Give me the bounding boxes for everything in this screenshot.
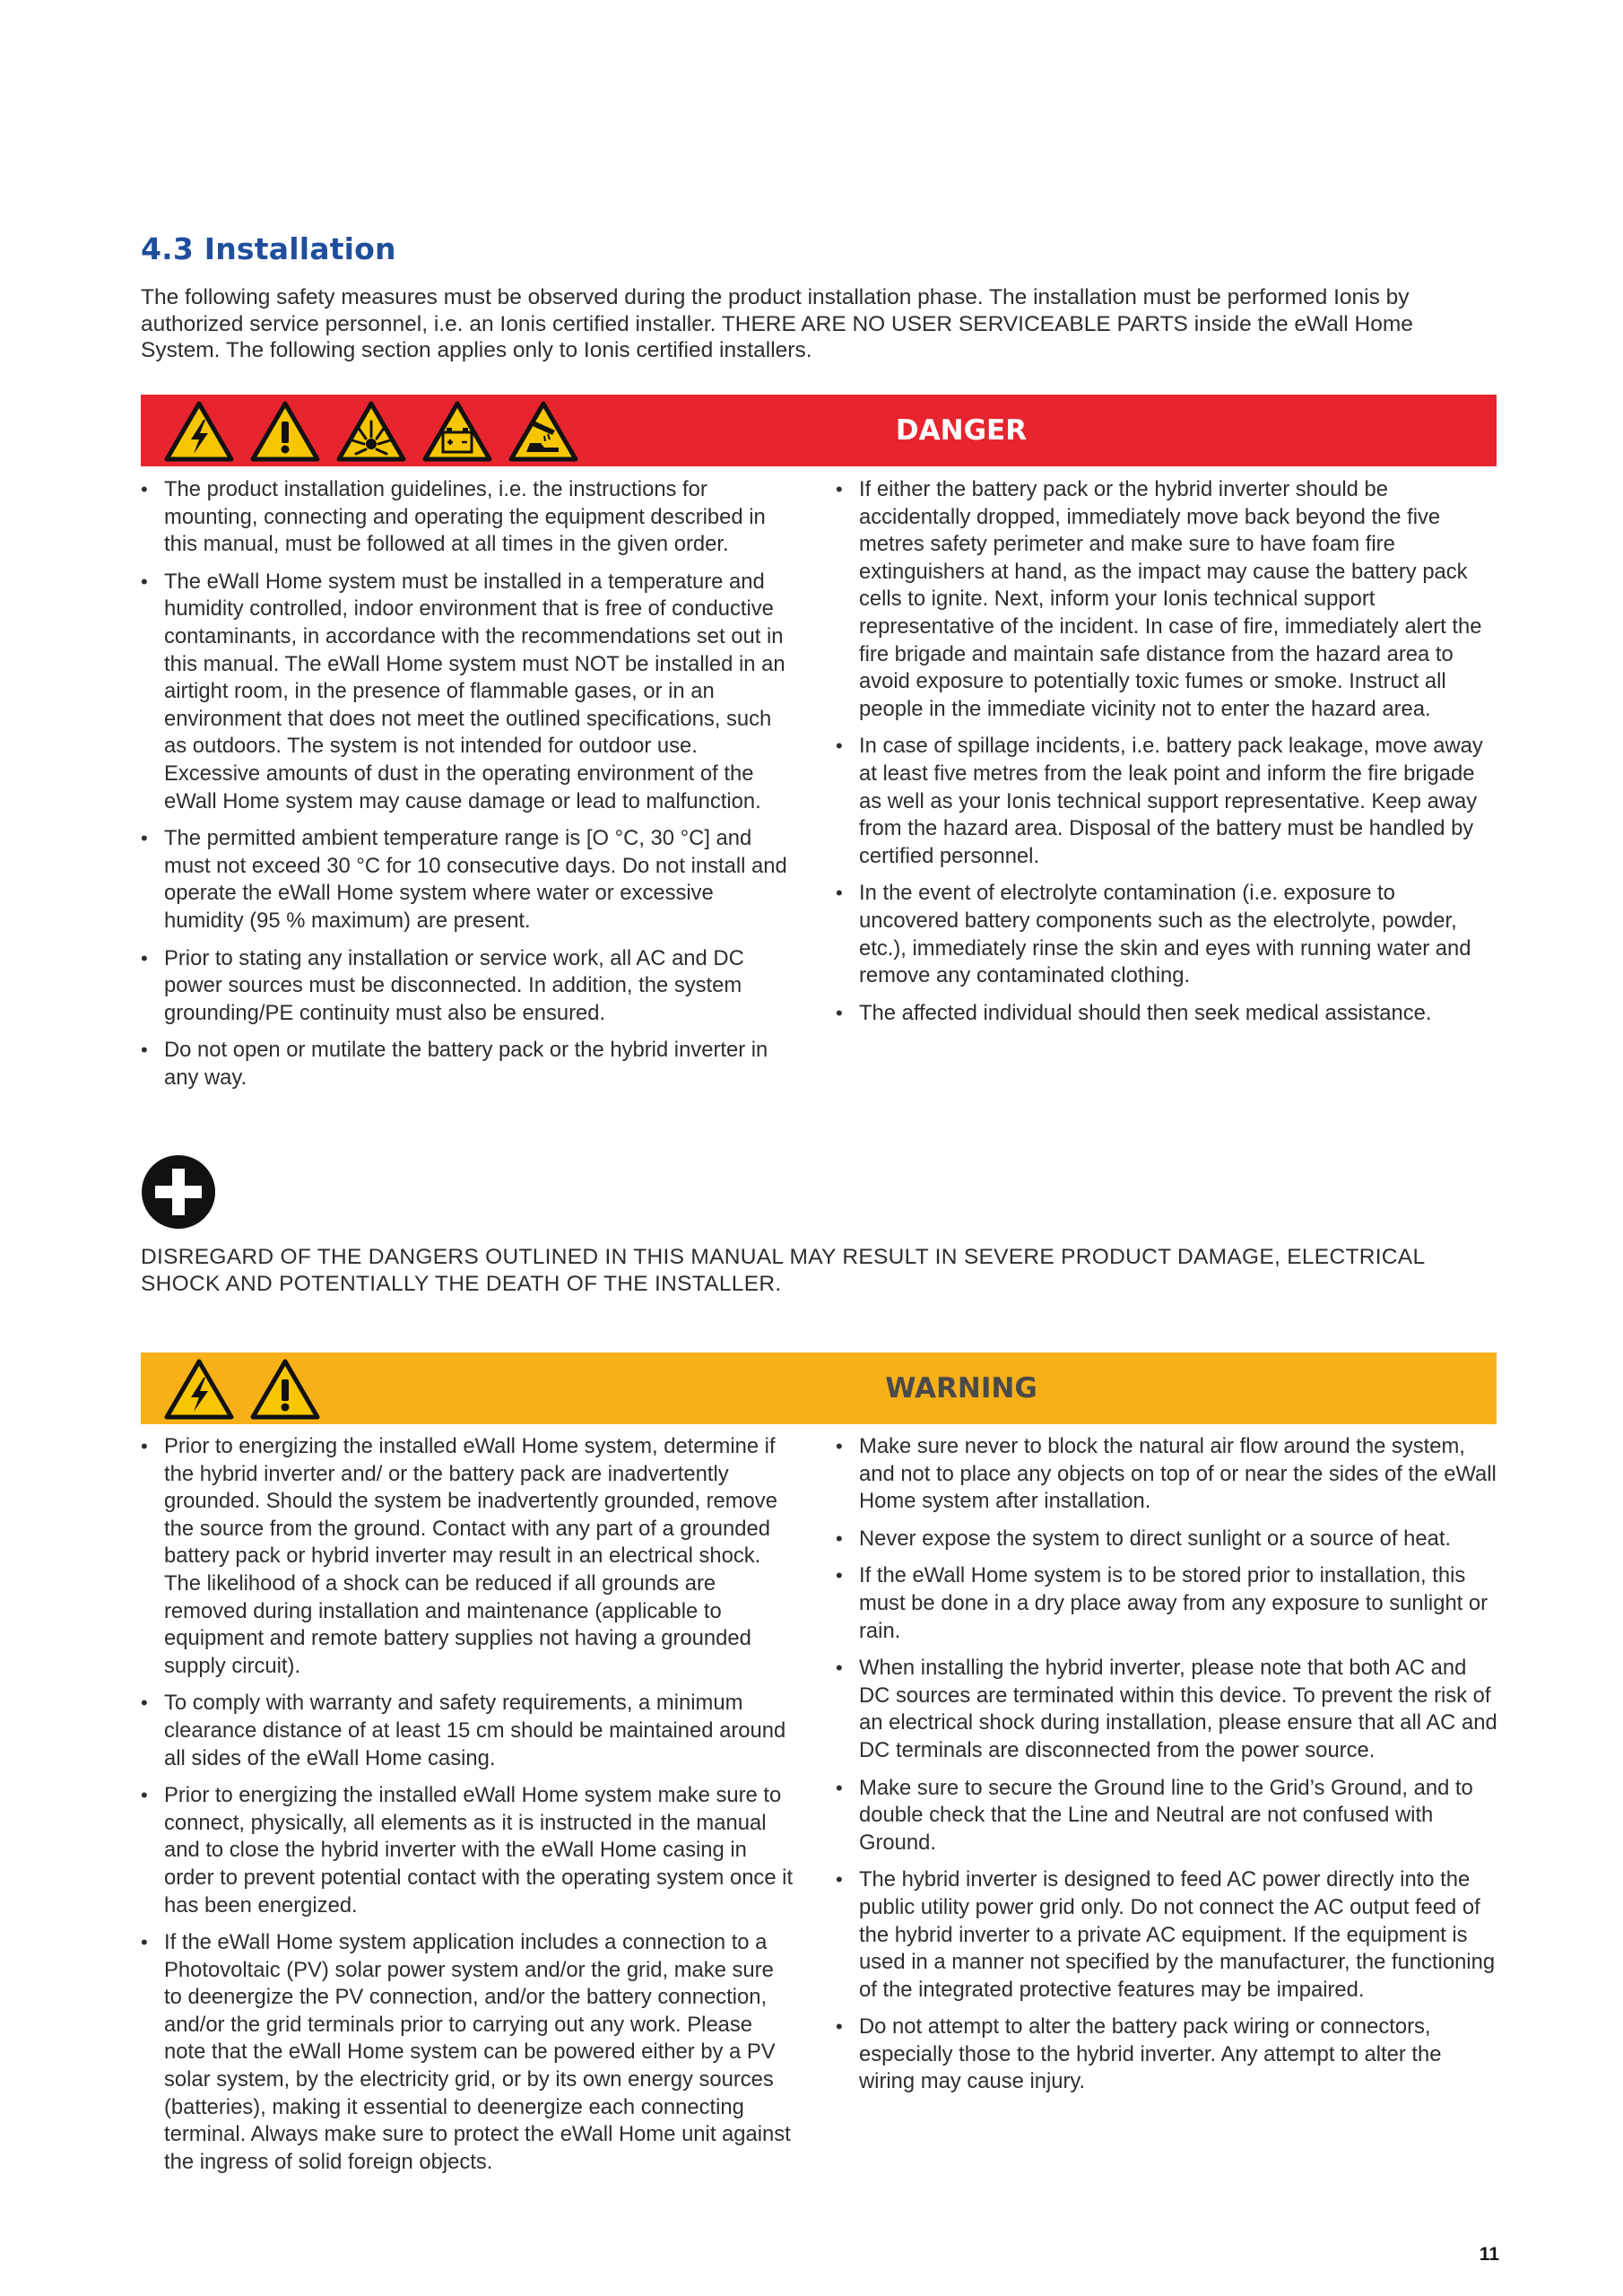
warning-list-right — [836, 1433, 1499, 2106]
disregard-notice: DISREGARD OF THE DANGERS OUTLINED IN THIS MANUAL MAY RESULT IN SEVERE PRODUCT DAMAGE, ELECTRICAL SHOCK AND POTENTIALLY THE DEATH OF THE INSTALLER. — [141, 1245, 1425, 1296]
general-warning-icon — [250, 1358, 320, 1421]
list-item: • Never expose the system to direct sunlight or a source of heat. — [836, 1526, 1499, 1553]
intro-paragraph: The following safety measures must be observed during the product installation phase. The installation must be performed Ionis by authorized service personnel, i.e. an Ionis certified installer. THERE ARE NO USER SERVICEABLE PARTS inside the eWall Home System. The following section applies only to Ionis certified installers. — [141, 285, 1413, 362]
list-item: • Make sure never to block the natural air flow around the system, and not to place any objects on top of or near the sides of the eWall Home system after installation. — [836, 1433, 1499, 1516]
explosion-hazard-icon — [336, 400, 406, 463]
warning-banner — [141, 1352, 1497, 1424]
list-item: • Do not attempt to alter the battery pack wiring or connectors, especially those to the hybrid inverter. Any attempt to alter the wiring may cause injury. — [836, 2013, 1499, 2096]
list-item: • If the eWall Home system application includes a connection to a Photovoltaic (PV) solar power system and/or the grid, make sure to deenergize the PV connection, and/or the battery connection, and/or the grid terminals prior to carrying out any work. Please note that the eWall Home system can be powered either by a PV solar system, by the electricity grid, or by its own energy sources (batteries), making it essential to deenergize each connecting terminal. Always make sure to protect the eWall Home unit against the ingress of solid foreign objects. — [141, 1929, 795, 2176]
danger-banner — [141, 395, 1497, 466]
danger-icons — [164, 400, 578, 463]
list-item: • If the eWall Home system is to be stored prior to installation, this must be done in a dry place away from any exposure to sunlight or rain. — [836, 1562, 1499, 1645]
list-item: • Make sure to secure the Ground line to the Grid’s Ground, and to double check that the Line and Neutral are not confused with Ground. — [836, 1775, 1499, 1857]
list-item: • The eWall Home system must be installed in a temperature and humidity controlled, indoor environment that is free of conductive contaminants, in accordance with the recommendations set out in this manual. The eWall Home system must NOT be installed in an airtight room, in the presence of flammable gases, or in an environment that does not meet the outlined specifications, such as outdoors. The system is not intended for outdoor use. Excessive amounts of dust in the operating environment of the eWall Home system may cause damage or lead to malfunction. — [141, 569, 795, 815]
electric-hazard-icon — [164, 1358, 234, 1421]
list-item: • The product installation guidelines, i.e. the instructions for mounting, connecting and operating the equipment described in this manual, must be followed at all times in the given order. — [141, 476, 795, 559]
list-item: • Prior to energizing the installed eWall Home system make sure to connect, physically, all elements as it is instructed in the manual and to close the hybrid inverter with the eWall Home casing in order to prevent potential contact with the operating system once it has been energized. — [141, 1782, 795, 1919]
battery-hazard-icon — [422, 400, 492, 463]
list-item: • The affected individual should then seek medical assistance. — [836, 1000, 1499, 1028]
first-aid-cross-icon — [141, 1154, 216, 1230]
page-number: 11 — [1479, 2244, 1499, 2265]
list-item: • The permitted ambient temperature range is [O °C, 30 °C] and must not exceed 30 °C for 10 consecutive days. Do not install and operate the eWall Home system where water or excessive humidity (95 % maximum) are present. — [141, 825, 795, 935]
danger-title: DANGER — [895, 414, 1028, 447]
corrosive-hazard-icon — [508, 400, 578, 463]
warning-title: WARNING — [885, 1372, 1037, 1405]
list-item: • Prior to energizing the installed eWall Home system, determine if the hybrid inverter and/ or the battery pack are inadvertently grounded. Should the system be inadvertently grounded, remove the source from the ground. Contact with any part of a grounded battery pack or hybrid inverter may result in an electrical shock. The likelihood of a shock can be reduced if all grounds are removed during installation and maintenance (applicable to equipment and remote battery supplies not having a grounded supply circuit). — [141, 1433, 795, 1680]
warning-icons — [164, 1358, 320, 1421]
electric-hazard-icon — [164, 400, 234, 463]
general-warning-icon — [250, 400, 320, 463]
list-item: • The hybrid inverter is designed to feed AC power directly into the public utility power grid only. Do not connect the AC output feed of the hybrid inverter to a private AC equipment. If the equipment is used in a manner not specified by the manufacturer, the functioning of the integrated protective features may be impaired. — [836, 1866, 1499, 2004]
list-item: • Prior to stating any installation or service work, all AC and DC power sources must be disconnected. In addition, the system grounding/PE continuity must also be ensured. — [141, 945, 795, 1028]
list-item: • Do not open or mutilate the battery pack or the hybrid inverter in any way. — [141, 1037, 795, 1091]
list-item: • If either the battery pack or the hybrid inverter should be accidentally dropped, immediately move back beyond the five metres safety perimeter and make sure to have foam fire extinguishers at hand, as the impact may cause the battery pack cells to ignite. Next, inform your Ionis technical support representative of the incident. In case of fire, immediately alert the fire brigade and maintain safe distance from the hazard area to avoid exposure to potentially toxic fumes or smoke. Instruct all people in the immediate vicinity not to enter the hazard area. — [836, 476, 1499, 723]
list-item: • In case of spillage incidents, i.e. battery pack leakage, move away at least five metres from the leak point and inform the fire brigade as well as your Ionis technical support representative. Keep away from the hazard area. Disposal of the battery must be handled by certified personnel. — [836, 733, 1499, 870]
list-item: • When installing the hybrid inverter, please note that both AC and DC sources are terminated within this device. To prevent the risk of an electrical shock during installation, please ensure that all AC and DC terminals are disconnected from the power source. — [836, 1655, 1499, 1764]
list-item: • To comply with warranty and safety requirements, a minimum clearance distance of at least 15 cm should be maintained around all sides of the eWall Home casing. — [141, 1690, 795, 1772]
list-item: • In the event of electrolyte contamination (i.e. exposure to uncovered battery components such as the electrolyte, powder, etc.), immediately rinse the skin and eyes with running water and remove any contaminated clothing. — [836, 880, 1499, 989]
section-title: 4.3 Installation — [141, 231, 396, 266]
warning-list-left — [141, 1433, 795, 2186]
danger-list-left — [141, 476, 795, 1101]
danger-list-right — [836, 476, 1499, 1037]
